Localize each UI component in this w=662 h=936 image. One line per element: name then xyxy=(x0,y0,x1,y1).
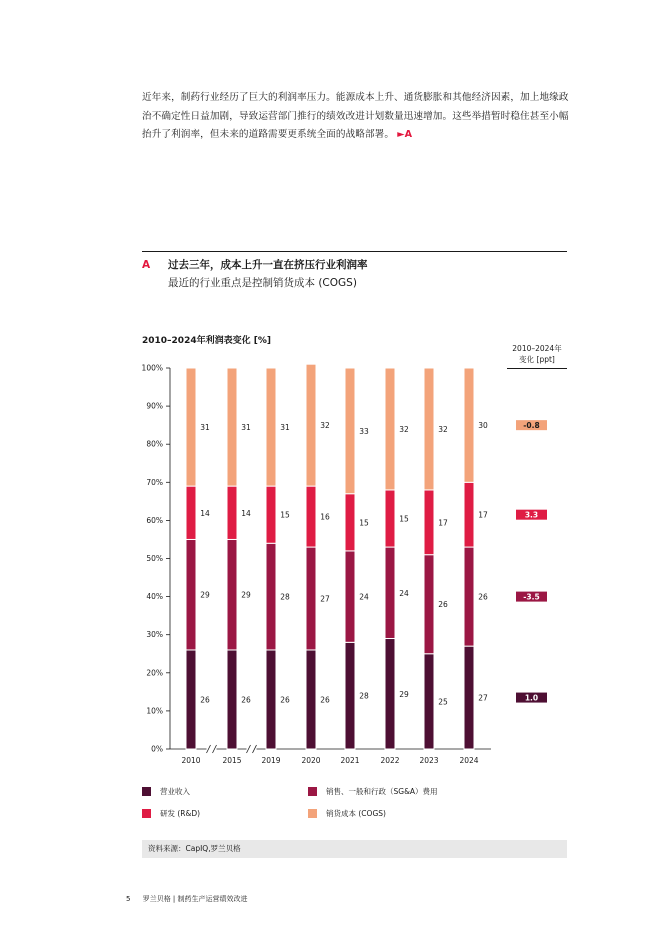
y-tick-label: 30% xyxy=(146,630,163,640)
data-label-rd: 15 xyxy=(359,518,369,528)
legend-item-revenue xyxy=(142,786,190,797)
x-tick-label: 2022 xyxy=(380,756,400,765)
data-label-cogs: 33 xyxy=(359,426,369,436)
page-footer xyxy=(126,894,248,904)
bar-segment-rd xyxy=(385,490,395,547)
bar-segment-sga xyxy=(345,551,355,642)
legend-item-sga xyxy=(308,786,438,797)
bar-segment-revenue xyxy=(266,650,276,749)
change-value-rd: 3.3 xyxy=(524,510,539,520)
data-label-sga: 26 xyxy=(478,592,488,602)
data-label-cogs: 30 xyxy=(478,421,488,431)
source-note xyxy=(142,840,567,858)
bar-segment-cogs xyxy=(266,368,276,486)
data-label-sga: 27 xyxy=(320,594,330,604)
chart-title: 2010–2024年利润表变化 [%] xyxy=(142,336,271,346)
data-label-revenue: 26 xyxy=(280,695,290,705)
data-label-sga: 26 xyxy=(438,600,448,610)
legend-swatch-revenue xyxy=(142,787,151,796)
source-text: 资料来源：CapIQ,罗兰贝格 xyxy=(148,844,241,853)
bar-segment-sga xyxy=(186,539,196,649)
data-label-rd: 15 xyxy=(280,510,290,520)
data-label-sga: 28 xyxy=(280,592,290,602)
bar-segment-sga xyxy=(227,539,237,649)
change-value-cogs: -0.8 xyxy=(523,421,540,431)
change-header-line1: 2010–2024年 xyxy=(512,344,562,353)
axis-break-gap xyxy=(247,745,257,753)
y-tick-label: 80% xyxy=(146,439,163,449)
change-header-line2: 变化 [ppt] xyxy=(519,355,555,364)
legend-label-revenue: 营业收入 xyxy=(160,787,190,796)
data-label-rd: 14 xyxy=(241,508,251,518)
legend-swatch-sga xyxy=(308,787,317,796)
data-label-cogs: 31 xyxy=(280,423,290,433)
data-label-rd: 17 xyxy=(478,510,488,520)
data-label-revenue: 26 xyxy=(320,695,330,705)
bar-segment-revenue xyxy=(186,650,196,749)
data-label-sga: 29 xyxy=(200,590,210,600)
data-label-sga: 24 xyxy=(399,588,409,598)
bar-segment-revenue xyxy=(345,642,355,749)
y-tick-label: 90% xyxy=(146,401,163,411)
data-label-sga: 29 xyxy=(241,590,251,600)
bar-segment-revenue xyxy=(227,650,237,749)
data-label-revenue: 26 xyxy=(241,695,251,705)
data-label-cogs: 31 xyxy=(241,423,251,433)
data-label-rd: 15 xyxy=(399,514,409,524)
bar-segment-revenue xyxy=(464,646,474,749)
bar-segment-cogs xyxy=(345,368,355,494)
y-tick-label: 10% xyxy=(146,706,163,716)
bar-segment-rd xyxy=(227,486,237,539)
y-tick-label: 50% xyxy=(146,554,163,563)
data-label-revenue: 29 xyxy=(399,689,409,699)
x-tick-label: 2021 xyxy=(340,756,360,765)
footer-text: 罗兰贝格 | 制药生产运营绩效改进 xyxy=(142,895,248,903)
legend-label-rd: 研发 (R&D) xyxy=(160,809,201,818)
y-tick-label: 0% xyxy=(151,744,163,754)
bar-segment-cogs xyxy=(186,368,196,486)
change-value-revenue: 1.0 xyxy=(524,693,539,703)
bar-segment-sga xyxy=(424,555,434,654)
data-label-cogs: 32 xyxy=(399,424,409,434)
bar-segment-rd xyxy=(186,486,196,539)
y-tick-label: 60% xyxy=(146,515,163,525)
bar-segment-revenue xyxy=(385,639,395,749)
bar-segment-sga xyxy=(266,543,276,650)
intro-text: 近年来，制药行业经历了巨大的利润率压力。能源成本上升、通货膨胀和其他经济因素，加上地缘政治不确定性日益加剧，导致运营部门推行的绩效改进计划数量迅速增加。这些举措暂时稳住甚至小幅抬升了利润率，但未来的道路需要更系统全面的战略部署。 xyxy=(142,92,569,140)
exhibit-reference: ►A xyxy=(397,129,413,140)
y-tick-label: 100% xyxy=(141,363,163,373)
bar-segment-revenue xyxy=(424,654,434,749)
legend-label-sga: 销售、一般和行政（SG&A）费用 xyxy=(326,787,438,796)
data-label-rd: 14 xyxy=(200,508,210,518)
data-label-revenue: 27 xyxy=(478,693,488,703)
bar-segment-cogs xyxy=(306,364,316,486)
bar-segment-cogs xyxy=(227,368,237,486)
exhibit-subtitle: 最近的行业重点是控制销货成本 (COGS) xyxy=(168,277,357,289)
x-tick-label: 2019 xyxy=(261,756,281,765)
change-value-sga: -3.5 xyxy=(523,592,540,602)
legend-item-cogs xyxy=(308,808,386,819)
bar-segment-revenue xyxy=(306,650,316,749)
y-tick-label: 20% xyxy=(146,668,163,678)
bar-segment-cogs xyxy=(424,368,434,490)
bar-segment-rd xyxy=(266,486,276,543)
y-tick-label: 70% xyxy=(146,477,163,487)
bar-segment-rd xyxy=(306,486,316,547)
data-label-revenue: 26 xyxy=(200,695,210,705)
x-tick-label: 2010 xyxy=(181,756,201,765)
bar-segment-rd xyxy=(464,482,474,547)
x-tick-label: 2023 xyxy=(419,756,439,765)
legend-swatch-rd xyxy=(142,809,151,818)
exhibit-letter: A xyxy=(142,259,151,271)
x-tick-label: 2024 xyxy=(459,756,479,765)
bar-segment-rd xyxy=(424,490,434,555)
data-label-rd: 17 xyxy=(438,518,448,528)
x-tick-label: 2015 xyxy=(222,756,242,765)
data-label-rd: 16 xyxy=(320,512,330,522)
exhibit-title: 过去三年，成本上升一直在挤压行业利润率 xyxy=(168,259,368,271)
data-label-sga: 24 xyxy=(359,592,369,602)
data-label-revenue: 28 xyxy=(359,691,369,701)
x-tick-label: 2020 xyxy=(301,756,321,765)
bar-segment-rd xyxy=(345,494,355,551)
data-label-cogs: 31 xyxy=(200,423,210,433)
page-number: 5 xyxy=(126,895,131,903)
axis-break-gap xyxy=(207,745,217,753)
legend-swatch-cogs xyxy=(308,809,317,818)
data-label-cogs: 32 xyxy=(320,421,330,431)
bar-segment-sga xyxy=(306,547,316,650)
bar-segment-cogs xyxy=(464,368,474,482)
bar-segment-sga xyxy=(464,547,474,646)
bar-segment-sga xyxy=(385,547,395,638)
data-label-cogs: 32 xyxy=(438,424,448,434)
legend-item-rd xyxy=(142,808,200,819)
legend-label-cogs: 销货成本 (COGS) xyxy=(326,809,386,818)
data-label-revenue: 25 xyxy=(438,697,448,707)
bar-segment-cogs xyxy=(385,368,395,490)
y-tick-label: 40% xyxy=(146,592,163,602)
